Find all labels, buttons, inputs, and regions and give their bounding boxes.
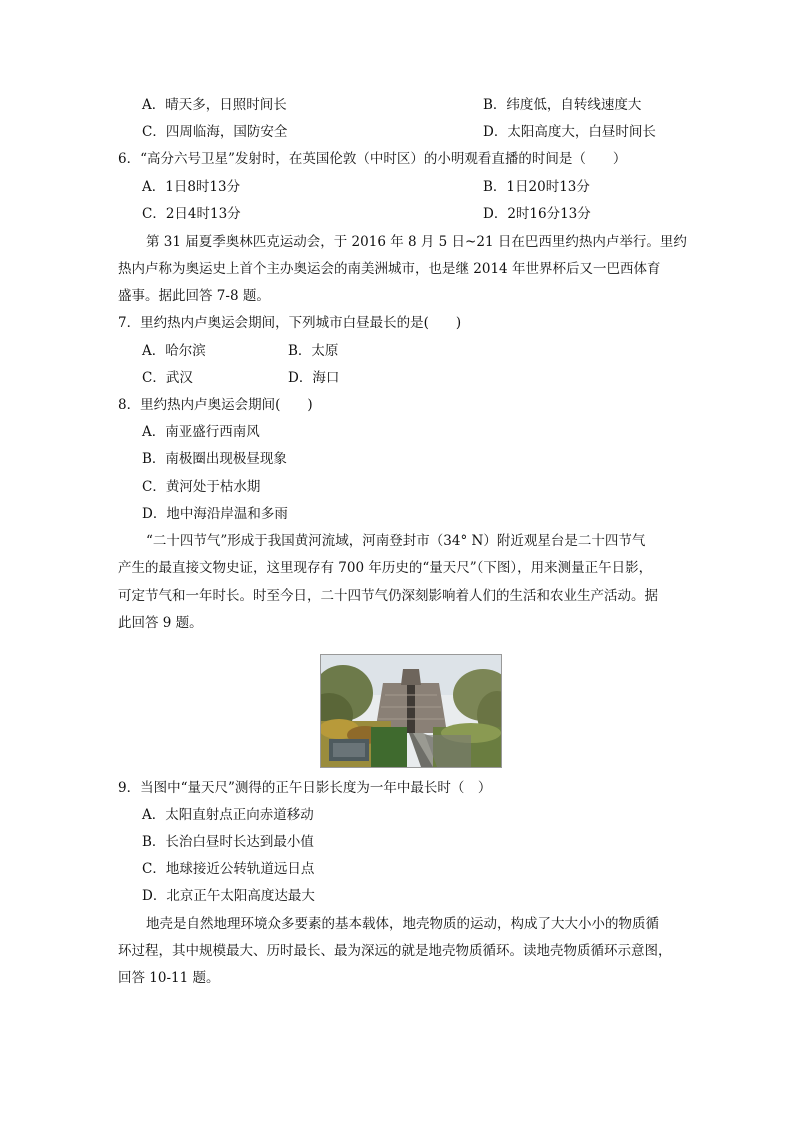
q5-option-b: B．纬度低，自转线速度大 bbox=[483, 97, 642, 113]
q7-option-b: B．太原 bbox=[288, 343, 339, 359]
q6-option-d: D．2时16分13分 bbox=[483, 206, 591, 222]
q8-option-b: B．南极圈出现极昼现象 bbox=[142, 451, 287, 467]
passage-solar-line-1: “二十四节气”形成于我国黄河流域，河南登封市（34° N）附近观星台是二十四节气 bbox=[146, 533, 646, 549]
q5-option-d: D．太阳高度大，白昼时间长 bbox=[483, 124, 656, 140]
q5-option-c: C．四周临海，国防安全 bbox=[142, 124, 288, 140]
q8-option-c: C．黄河处于枯水期 bbox=[142, 479, 261, 495]
passage-crust-line-2: 环过程，其中规模最大、历时最长、最为深远的就是地壳物质循环。读地壳物质循环示意图， bbox=[118, 943, 672, 959]
passage-crust-line-1: 地壳是自然地理环境众多要素的基本载体，地壳物质的运动，构成了大大小小的物质循 bbox=[146, 916, 659, 932]
q8-stem: 8．里约热内卢奥运会期间( ) bbox=[118, 397, 313, 413]
passage-solar-line-3: 可定节气和一年时长。时至今日，二十四节气仍深刻影响着人们的生活和农业生产活动。据 bbox=[118, 588, 658, 604]
q7-option-a: A．哈尔滨 bbox=[142, 343, 206, 359]
q9-option-d: D．北京正午太阳高度达最大 bbox=[142, 888, 315, 904]
q9-option-a: A．太阳直射点正向赤道移动 bbox=[142, 807, 314, 823]
q9-stem: 9．当图中“量天尺”测得的正午日影长度为一年中最长时（ ） bbox=[118, 780, 492, 796]
q6-option-a: A．1日8时13分 bbox=[142, 179, 241, 195]
passage-rio-line-2: 热内卢称为奥运史上首个主办奥运会的南美洲城市，也是继 2014 年世界杯后又一巴西体育 bbox=[118, 261, 661, 277]
q7-option-c: C．武汉 bbox=[142, 370, 193, 386]
observatory-photo bbox=[320, 654, 502, 768]
q9-option-c: C．地球接近公转轨道远日点 bbox=[142, 861, 315, 877]
q8-option-a: A．南亚盛行西南风 bbox=[142, 424, 260, 440]
passage-rio-line-3: 盛事。据此回答 7-8 题。 bbox=[118, 288, 270, 304]
passage-crust-line-3: 回答 10-11 题。 bbox=[118, 970, 220, 986]
q9-option-b: B．长治白昼时长达到最小值 bbox=[142, 834, 314, 850]
q7-option-d: D．海口 bbox=[288, 370, 340, 386]
q5-option-a: A．晴天多，日照时间长 bbox=[142, 97, 287, 113]
q6-option-c: C．2日4时13分 bbox=[142, 206, 241, 222]
q6-stem: 6．“高分六号卫星”发射时，在英国伦敦（中时区）的小明观看直播的时间是（ ） bbox=[118, 151, 627, 167]
q6-option-b: B．1日20时13分 bbox=[483, 179, 590, 195]
passage-solar-line-2: 产生的最直接文物史证，这里现存有 700 年历史的“量天尺”（下图），用来测量正午日影， bbox=[118, 560, 653, 576]
q7-stem: 7．里约热内卢奥运会期间，下列城市白昼最长的是( ) bbox=[118, 315, 462, 331]
q8-option-d: D．地中海沿岸温和多雨 bbox=[142, 506, 288, 522]
passage-rio-line-1: 第 31 届夏季奥林匹克运动会，于 2016 年 8 月 5 日~21 日在巴西里约热内卢举行。里约 bbox=[146, 234, 687, 250]
passage-solar-line-4: 此回答 9 题。 bbox=[118, 615, 203, 631]
